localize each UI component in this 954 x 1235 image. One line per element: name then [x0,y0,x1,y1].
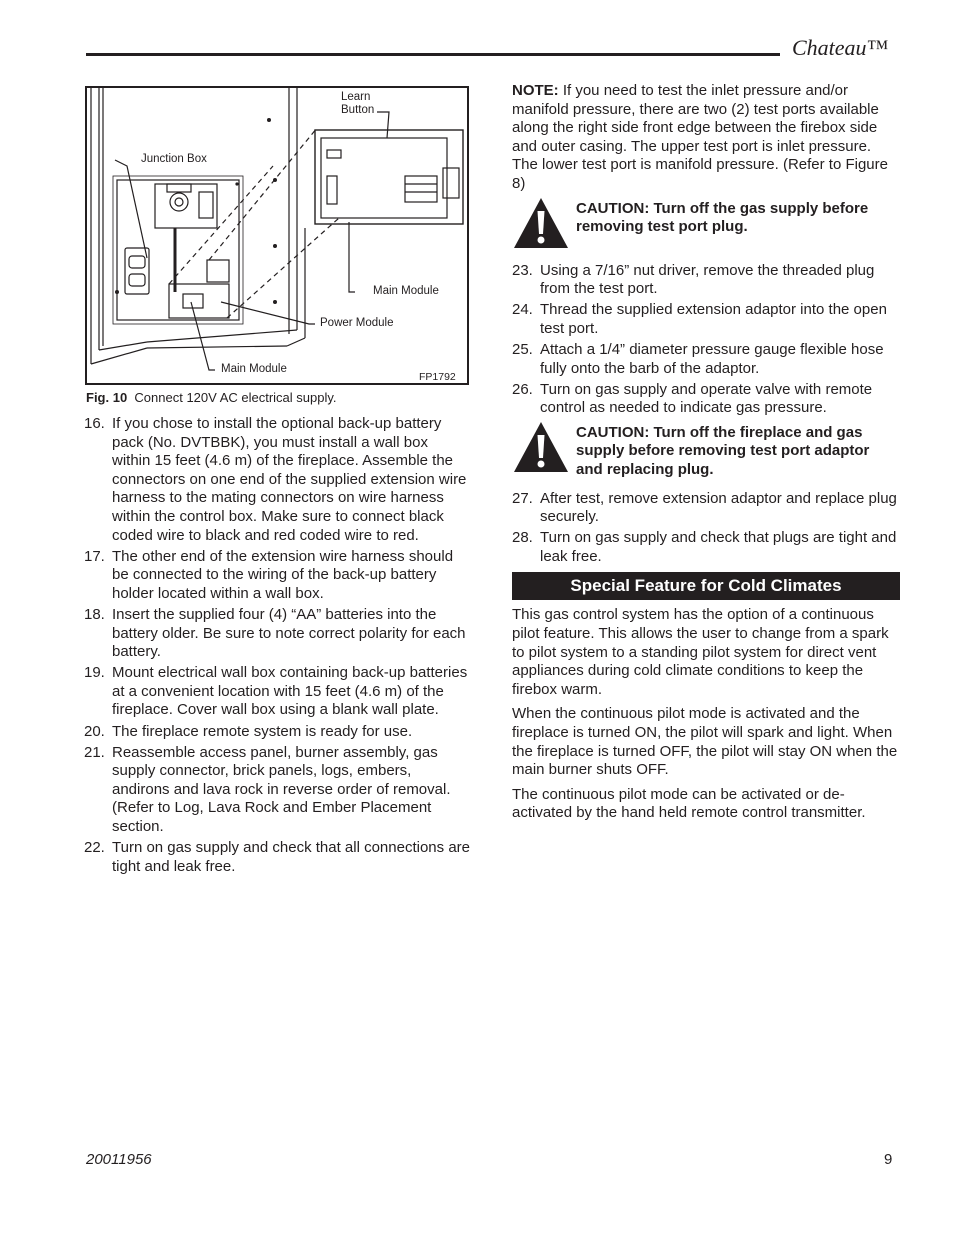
warning-triangle-icon [512,196,570,250]
step-text: Mount electrical wall box containing back-up batteries at a convenient location with 15 feet (4.6 m) of the fireplace. Cover wall box using a blank wall plate. [112,664,468,719]
step-item [84,744,470,837]
step-text: After test, remove extension adaptor and replace plug securely. [540,489,897,526]
step-text: Turn on gas supply and check that all connections are tight and leak free. [112,839,470,875]
step-item [84,415,470,545]
step-text: Turn on gas supply and operate valve with remote control as needed to indicate gas pressure. [540,380,873,417]
label-main-module-right: Main Module [373,285,439,297]
left-column [84,415,470,879]
label-junction-box: Junction Box [141,153,207,165]
section-paragraph-3: The continuous pilot mode can be activated or de-activated by the hand held remote control transmitter. [512,785,866,822]
step-number: 18. [84,605,105,623]
step-item [84,606,470,662]
right-steps-b [512,490,900,567]
label-fig-code: FP1792 [419,371,456,383]
step-text: Insert the supplied four (4) “AA” batteries into the battery older. Be sure to note correct polarity for each battery. [112,605,466,661]
step-number: 22. [84,839,105,857]
figure-10 [85,86,469,385]
step-item [84,664,470,720]
step-text: The fireplace remote system is ready for use. [112,722,413,740]
step-number: 25. [512,340,533,358]
step-text: Turn on gas supply and check that plugs are tight and leak free. [540,529,897,565]
step-number: 24. [512,301,533,319]
label-learn: Learn [341,91,371,103]
label-power-module: Power Module [320,317,394,329]
step-number: 17. [84,547,105,565]
step-text: If you chose to install the optional back-up battery pack (No. DVTBBK), you must install a wall box within 15 feet (4.6 m) of the fireplace. Assemble the connectors on one end of the supplied extension wire harness to the mating connectors on wire harness within the control box. Make sure to connect black coded wire to black and red coded wire to red. [112,415,467,544]
page-number: 9 [884,1151,893,1168]
left-steps [84,415,470,876]
caution-2-text: CAUTION: Turn off the fireplace and gas supply before removing test port adaptor and replacing plug. [576,423,870,478]
step-item [84,548,470,604]
step-number: 19. [84,664,105,682]
warning-triangle-icon [512,420,570,474]
section-heading: Special Feature for Cold Climates [512,572,900,600]
step-text: Thread the supplied extension adaptor into the open test port. [540,301,887,337]
header-title: Chateau™ [792,35,889,60]
note: NOTE: If you need to test the inlet pressure and/or manifold pressure, there are two (2) test ports available along the right side front edge between the firebox side and outer casing. The upper test port is inlet pressure. The lower test port is manifold pressure. (Refer to Figure 8) [512,82,888,192]
step-text: The other end of the extension wire harness should be connected to the wiring of the back-up battery holder located within a wall box. [112,547,454,602]
step-text: Using a 7/16” nut driver, remove the threaded plug from the test port. [540,261,875,298]
caution-1 [512,200,900,252]
step-number: 28. [512,529,533,547]
header-rule [86,53,780,56]
step-item [512,381,900,418]
step-item [512,262,900,299]
label-button: Button [341,104,375,116]
right-column [512,82,900,829]
step-item [512,529,900,566]
step-number: 21. [84,743,105,761]
section-paragraph-1: This gas control system has the option of a continuous pilot feature. This allows the user to change from a spark to pilot system to a standing pilot system for direct vent appliances during cold climate conditions to keep the firebox warm. [512,606,889,698]
step-item [512,490,900,527]
step-number: 27. [512,489,533,507]
step-item [84,839,470,876]
step-number: 20. [84,722,105,740]
caution-1-text: CAUTION: Turn off the gas supply before removing test port plug. [576,199,869,236]
step-item [84,723,470,742]
label-main-module-bottom: Main Module [221,363,287,375]
right-steps-a [512,262,900,418]
step-number: 23. [512,261,533,279]
wiring-diagram [87,88,467,383]
document-number: 20011956 [86,1151,152,1168]
step-number: 26. [512,380,533,398]
step-number: 16. [84,415,105,432]
figure-caption: Fig. 10 Connect 120V AC electrical supply. [86,390,337,405]
caution-2 [512,424,900,480]
section-paragraph-2: When the continuous pilot mode is activated and the fireplace is turned ON, the pilot will spark and light. When the fireplace is turned OFF, the pilot will stay ON when the main burner shuts OFF. [512,705,898,779]
step-item [512,301,900,338]
step-text: Reassemble access panel, burner assembly, gas supply connector, brick panels, logs, embers, andirons and lava rock in reverse order of removal. (Refer to Log, Lava Rock and Ember Placement section. [112,743,451,835]
step-item [512,341,900,378]
step-text: Attach a 1/4” diameter pressure gauge flexible hose fully onto the barb of the adaptor. [540,340,884,377]
